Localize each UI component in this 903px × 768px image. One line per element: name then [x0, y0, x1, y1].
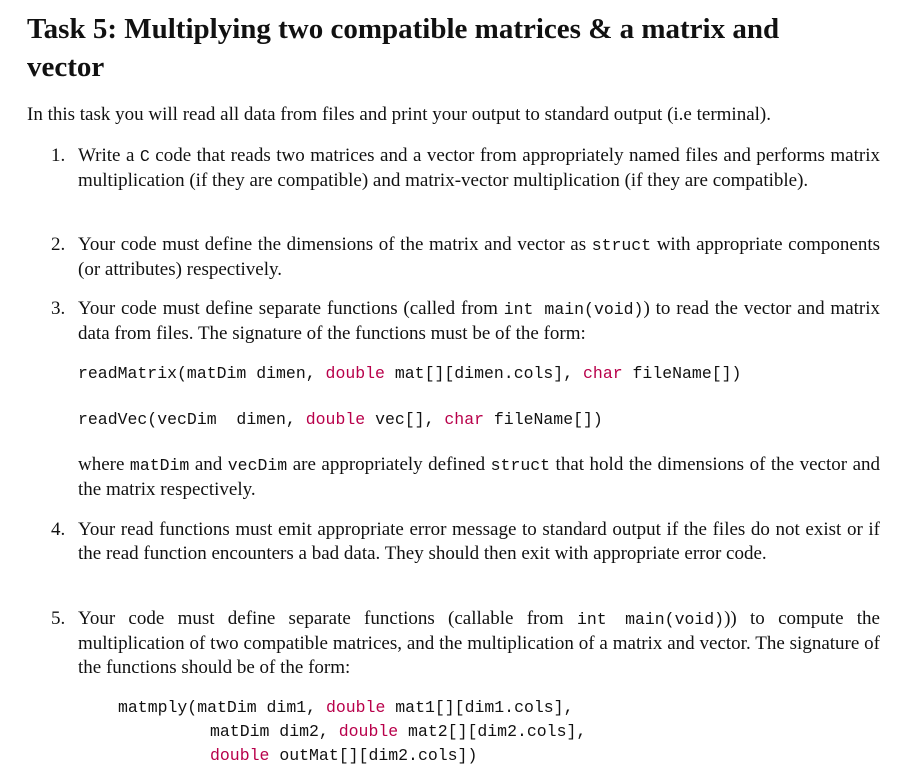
list-item-number: 2. [51, 234, 66, 255]
inline-code: int main(void) [503, 300, 644, 319]
list-item-number: 4. [51, 519, 66, 540]
list-item-text: Your code must define the dimensions of the matrix and vector as struct with appropriate components (or attributes) respectively. [78, 234, 880, 280]
matmply-signature-line1: matmply(matDim dim1, double mat1[][dim1.cols], [118, 698, 574, 717]
task-heading [27, 10, 887, 86]
inline-code: int main(void) [576, 610, 725, 629]
inline-code: C [139, 147, 150, 166]
inline-code: vecDim [227, 456, 288, 475]
read-matrix-signature: readMatrix(matDim dimen, double mat[][dimen.cols], char fileName[]) [78, 364, 742, 383]
task-heading-line2: vector [27, 51, 105, 83]
inline-code: struct [490, 456, 551, 475]
intro-paragraph: In this task you will read all data from files and print your output to standard output (i.e terminal). [27, 104, 771, 125]
read-vec-signature: readVec(vecDim dimen, double vec[], char fileName[]) [78, 410, 603, 429]
matmply-signature-line2: matDim dim2, double mat2[][dim2.cols], [210, 722, 587, 741]
inline-code: matDim [129, 456, 190, 475]
matmply-signature-line3: double outMat[][dim2.cols]) [210, 746, 478, 765]
list-item-text: Your read functions must emit appropriate error message to standard output if the files do not exist or if the read function encounters a bad data. They should then exit with appropriate error code. [78, 519, 880, 564]
task-heading-line1: Task 5: Multiplying two compatible matrices & a matrix and [27, 13, 780, 45]
list-item-number: 1. [51, 145, 66, 166]
list-item-number: 3. [51, 298, 66, 319]
list-item-text: Your code must define separate functions (called from int main(void)) to read the vector and matrix data from files. The signature of the functions must be of the form: [78, 298, 881, 344]
inline-code: struct [591, 236, 652, 255]
list-item-text: Write a C code that reads two matrices and a vector from appropriately named files and performs matrix multiplication (if they are compatible) and matrix-vector multiplication (if they are compatible). [78, 145, 880, 191]
list-item-number: 5. [51, 608, 66, 629]
list-item-text: Your code must define separate functions (callable from int main(void))) to compute the multiplication of two compatible matrices, and the multiplication of a matrix and vector. The signature of the functions should be of the form: [78, 608, 880, 678]
